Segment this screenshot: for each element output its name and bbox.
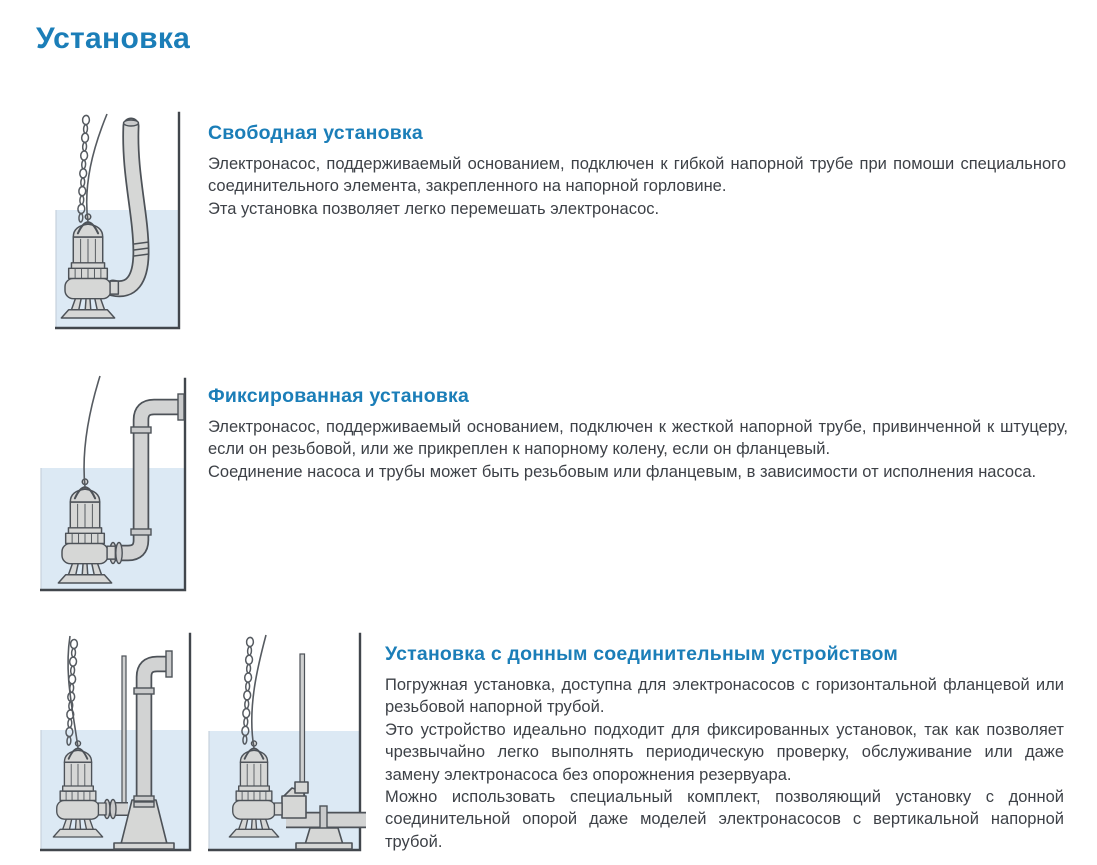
power-cable-icon [87, 114, 107, 222]
bottom-coupling-lowering-illustration [208, 630, 372, 857]
section-paragraph: Можно использовать специальный комплект, позволяющий установку с донной соединительной опорой даже моделей электронасосов с вертикальной напорной трубой. [385, 788, 1064, 851]
section-paragraph: Электронасос, поддерживаемый основанием, подключен к жесткой напорной трубе, привинченной к штуцеру, если он резьбовой, или же прикреплен к напорному колену, если он фланцевый. [208, 418, 1068, 459]
section-fixed-installation [208, 385, 1068, 483]
section-paragraph: Это устройство идеально подходит для фиксированных установок, так как позволяет чрезвычайно легко выполнять периодическую проверку, обслуживание или даже замену электронасоса без опорожнения резервуара. [385, 720, 1064, 784]
chain-icon [77, 115, 89, 222]
fixed-installation-illustration [40, 373, 190, 597]
section-free-installation [208, 122, 1066, 220]
guide-rail [300, 654, 305, 796]
guide-rail [122, 656, 126, 804]
section-bottom-coupling [385, 643, 1064, 853]
bottom-coupling-installed-illustration [40, 630, 195, 857]
water [41, 468, 185, 590]
free-installation-illustration [55, 110, 185, 335]
section-paragraph: Погружная установка, доступна для электронасосов с горизонтальной фланцевой или резьбовой напорной трубой. [385, 676, 1064, 717]
section-heading: Фиксированная установка [208, 385, 470, 407]
page-title: Установка [36, 22, 191, 55]
section-heading: Установка с донным соединительным устройством [385, 643, 898, 665]
section-paragraph: Соединение насоса и трубы может быть резьбовым или фланцевым, в зависимости от исполнения насоса. [208, 462, 1037, 481]
section-paragraph: Эта установка позволяет легко перемешать электронасос. [208, 199, 660, 218]
section-heading: Свободная установка [208, 122, 423, 144]
section-paragraph: Электронасос, поддерживаемый основанием, подключен к гибкой напорной трубе при помоши специального соединительного элемента, закрепленного на напорной горловине. [208, 155, 1066, 196]
